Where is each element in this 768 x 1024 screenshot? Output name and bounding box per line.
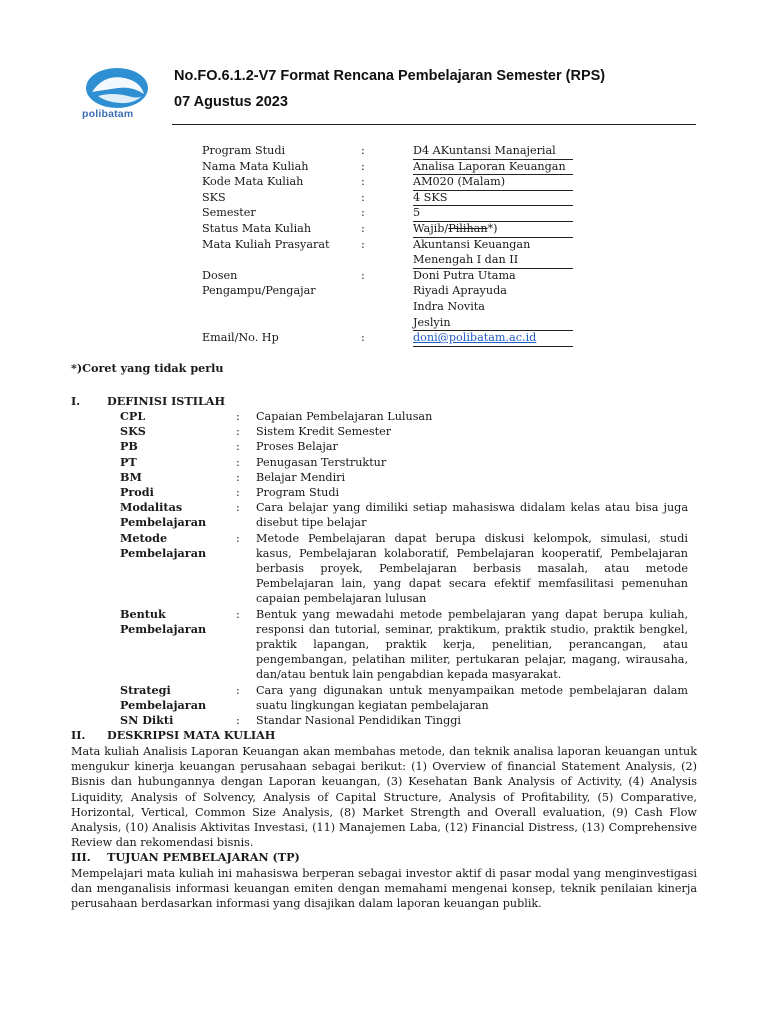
header-rule [172, 124, 696, 125]
info-value-line2: Menengah I dan II [413, 252, 573, 269]
definition-description: Proses Belajar [256, 440, 338, 454]
definition-row: Strategi Pembelajaran : Cara yang digunakan untuk menyampaikan metode pembelajaran dalam suatu lingkungan kegiatan pembelajaran [120, 682, 688, 712]
definition-row: Bentuk Pembelajaran : Bentuk yang mewadahi metode pembelajaran yang dapat berupa kuliah, responsi dan tutorial, seminar, praktikum, praktik studio, praktik bengkel, praktik lapangan, praktik kerja, penelitian, perancangan, atau pengembangan, pelatihan militer, pertukaran pelajar, magang, wirausaha, dan/atau bentuk lain pengabdian kepada masyarakat. [120, 606, 688, 682]
lecturer-name: Riyadi Aprayuda [413, 284, 507, 298]
info-value: Analisa Laporan Keuangan [413, 159, 573, 176]
definition-term: PT [120, 454, 137, 469]
definition-description: Capaian Pembelajaran Lulusan [256, 410, 433, 423]
lecturer-name: Jeslyin [413, 315, 573, 332]
definition-term: CPL [120, 409, 146, 423]
definition-row: CPL : Capaian Pembelajaran Lulusan [120, 409, 690, 424]
definition-description: Cara belajar yang dimiliki setiap mahasiswa didalam kelas atau bisa juga disebut tipe belajar [256, 501, 688, 530]
definition-row: Prodi : Program Studi [120, 485, 690, 500]
info-value: 4 SKS [413, 190, 573, 207]
info-value: D4 AKuntansi Manajerial [413, 143, 573, 160]
definition-row: BM : Belajar Mendiri [120, 470, 690, 485]
definition-description: Penugasan Terstruktur [256, 455, 387, 469]
info-label: Nama Mata Kuliah [202, 159, 309, 173]
info-label: Semester [202, 206, 256, 220]
definition-description: Sistem Kredit Semester [256, 425, 392, 439]
objective-paragraph: Mempelajari mata kuliah ini mahasiswa berperan sebagai investor aktif di pasar modal yang menginvestigasi dan menganalisis informasi keuangan emiten dengan memahami mengenai konsep, teknik penilaian kinerja perusahaan berdasarkan informasi yang disajikan dalam laporan keuangan publik. [71, 867, 697, 911]
document-date: 07 Agustus 2023 [174, 94, 288, 110]
definition-term: Prodi [120, 485, 154, 500]
definition-row: Modalitas Pembelajaran : Cara belajar yang dimiliki setiap mahasiswa didalam kelas atau bisa juga disebut tipe belajar [120, 500, 688, 530]
info-label: Program Studi [202, 144, 286, 157]
definition-row: PT : Penugasan Terstruktur [120, 455, 690, 470]
definition-row: SKS : Sistem Kredit Semester [120, 424, 690, 439]
email-link[interactable]: doni@polibatam.ac.id [413, 331, 537, 345]
definition-term: BM [120, 469, 142, 484]
definition-description: Standar Nasional Pendidikan Tinggi [256, 714, 461, 728]
definition-description: Bentuk yang mewadahi metode pembelajaran yang dapat berupa kuliah, responsi dan tutorial, seminar, praktikum, praktik studio, praktik bengkel, praktik lapangan, praktik kerja, penelitian, perancangan, atau pengembangan, pelatihan militer, pertukaran pelajar, magang, wirausaha, dan/atau bentuk lain pengabdian kepada masyarakat. [256, 607, 688, 682]
info-value: Wajib/Pilihan*) [413, 221, 573, 238]
info-label: Email/No. Hp [202, 331, 279, 345]
info-label: SKS [202, 190, 226, 204]
info-label-line2: Pengampu/Pengajar [202, 284, 316, 298]
info-value: 5 [413, 205, 573, 222]
document-title: No.FO.6.1.2-V7 Format Rencana Pembelajaran Semester (RPS) [174, 68, 606, 84]
info-label: Status Mata Kuliah [202, 221, 312, 235]
definition-description: Program Studi [256, 486, 340, 500]
definition-term: PB [120, 439, 138, 454]
definition-row: SN Dikti : Standar Nasional Pendidikan Tinggi [120, 713, 690, 728]
definition-term: Bentuk Pembelajaran [120, 606, 207, 636]
definition-term: SKS [120, 424, 146, 439]
info-value: AM020 (Malam) [413, 174, 573, 191]
definition-description: Cara yang digunakan untuk menyampaikan metode pembelajaran dalam suatu lingkungan kegiatan pembelajaran [256, 683, 688, 712]
info-label: Mata Kuliah Prasyarat [202, 237, 330, 251]
definition-row: PB : Proses Belajar [120, 439, 690, 454]
description-paragraph: Mata kuliah Analisis Laporan Keuangan akan membahas metode, dan teknik analisa laporan keuangan untuk mengukur kinerja keuangan perusahaan sebagai berikut: (1) Overview of financial Statement Analysis, (2) Bisnis dan hubungannya dengan Laporan keuangan, (3) Kesehatan Bank Analysis of Activity, (4) Analysis Liquidity, Analysis of Solvency, Analysis of Capital Structure, Analysis of Profitability, (5) Comparative, Horizontal, Vertical, Common Size Analysis, (8) Market Strength and Overall evaluation, (9) Cash Flow Analysis, (10) Analisis Aktivitas Investasi, (11) Manajemen Laba, (12) Financial Distress, (13) Comprehensive Review dan rekomendasi bisnis. [71, 745, 697, 850]
struck-option: Pilihan [448, 221, 488, 235]
definition-description: Metode Pembelajaran dapat berupa diskusi kelompok, simulasi, studi kasus, Pembelajaran kolaboratif, Pembelajaran kooperatif, Pembelajaran berbasis proyek, Pembelajaran berbasis masalah, atau metode Pembelajaran lain, yang dapat secara efektif memfasilitasi pemenuhan capaian pembelajaran lulusan [256, 531, 688, 606]
definition-list [120, 409, 690, 728]
definition-row: Metode Pembelajaran : Metode Pembelajaran dapat berupa diskusi kelompok, simulasi, studi kasus, Pembelajaran kolaboratif, Pembelajaran kooperatif, Pembelajaran berbasis proyek, Pembelajaran berbasis masalah, atau metode Pembelajaran lain, yang dapat secara efektif memfasilitasi pemenuhan capaian pembelajaran lulusan [120, 530, 688, 606]
definition-description: Belajar Mendiri [256, 470, 346, 484]
definition-term: Modalitas Pembelajaran [120, 500, 207, 530]
definition-term: Metode Pembelajaran [120, 530, 207, 560]
definition-term: Strategi Pembelajaran [120, 682, 207, 712]
logo-text: polibatam [82, 108, 134, 120]
info-label: Kode Mata Kuliah [202, 175, 304, 189]
info-label: Dosen [202, 268, 238, 282]
footnote: *)Coret yang tidak perlu [71, 361, 224, 375]
lecturer-name: Indra Novita [413, 299, 485, 313]
info-value: Akuntansi Keuangan [413, 237, 531, 251]
lecturer-name: Doni Putra Utama [413, 268, 516, 282]
definition-term: SN Dikti [120, 713, 174, 728]
